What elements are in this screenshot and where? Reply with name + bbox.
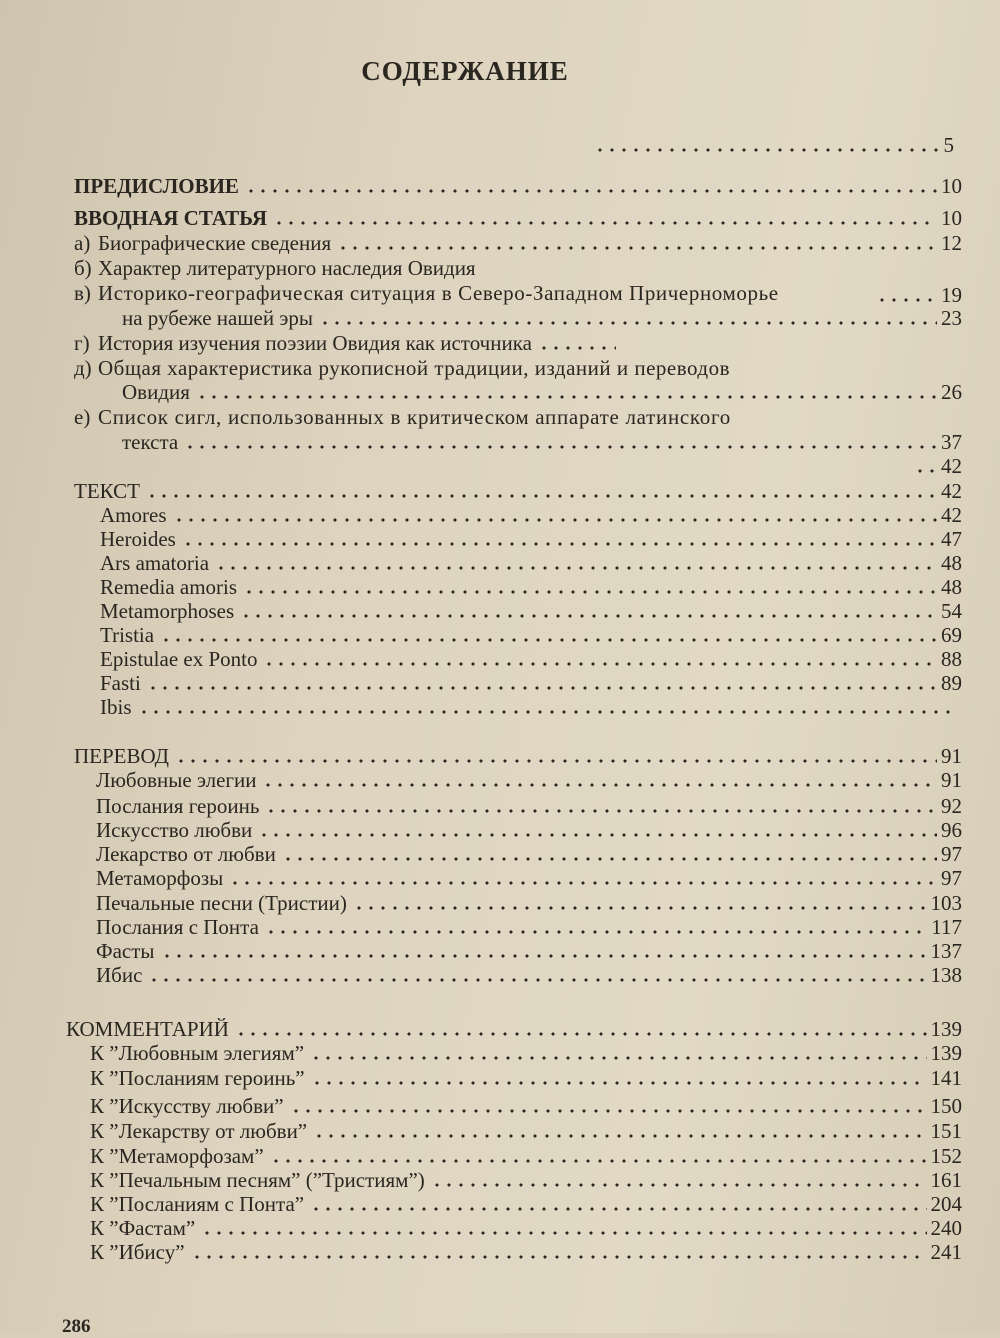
toc-row	[870, 283, 962, 307]
leader-dots	[243, 590, 937, 594]
toc-row	[96, 963, 962, 987]
leader-dots	[282, 857, 937, 861]
item-prefix: д)	[74, 356, 92, 380]
toc-page-number: 103	[930, 891, 962, 915]
leader-dots	[594, 148, 940, 152]
toc-row	[100, 551, 962, 575]
toc-item-label: К ”Посланиям героинь”	[90, 1066, 305, 1090]
toc-item-label: Metamorphoses	[100, 599, 235, 623]
toc-row-commentary	[66, 1017, 962, 1041]
toc-item-label: Фасты	[96, 939, 155, 963]
leader-dots	[148, 978, 926, 982]
toc-row	[90, 1094, 962, 1118]
toc-item-label: К ”Лекарству от любви”	[90, 1119, 308, 1143]
toc-item-label: Общая характеристика рукописной традиции, изданий и переводов	[98, 356, 731, 380]
toc-item-label: Печальные песни (Тристии)	[96, 891, 347, 915]
leader-dots	[319, 321, 937, 325]
toc-row	[90, 1041, 962, 1065]
leader-dots	[273, 221, 937, 225]
toc-item-label: Послания героинь	[96, 794, 260, 818]
leader-dots	[235, 1032, 927, 1036]
leader-dots	[173, 518, 938, 522]
toc-row	[100, 647, 962, 671]
toc-item-label: Tristia	[100, 623, 155, 647]
toc-page-number: 69	[941, 623, 962, 647]
toc-page-number: 152	[930, 1144, 962, 1168]
toc-row	[90, 1216, 962, 1240]
page-title: СОДЕРЖАНИЕ	[361, 56, 569, 86]
toc-item-label: К ”Фастам”	[90, 1216, 196, 1240]
toc-item-label: Историко-географическая ситуация в Северо-Западном Причерноморье	[98, 281, 779, 305]
toc-row	[96, 842, 962, 866]
leader-dots	[431, 1183, 927, 1187]
toc-page-number: 139	[930, 1017, 962, 1041]
toc-page-number: 10	[941, 174, 962, 198]
leader-dots	[313, 1134, 926, 1138]
leader-dots	[263, 662, 937, 666]
toc-row	[96, 768, 962, 792]
toc-section-label: ВВОДНАЯ СТАТЬЯ	[74, 206, 268, 230]
toc-row	[96, 866, 962, 890]
toc-item-label: Характер литературного наследия Овидия	[98, 256, 476, 280]
toc-row	[90, 1144, 962, 1168]
toc-item-label: К ”Посланиям с Понта”	[90, 1192, 305, 1216]
item-prefix: г)	[74, 331, 90, 355]
toc-item-label: Amores	[100, 503, 167, 527]
toc-row	[96, 818, 962, 842]
toc-row-text	[74, 479, 962, 503]
toc-item-label: Метаморфозы	[96, 866, 224, 890]
leader-dots	[245, 189, 937, 193]
toc-page-number: 92	[941, 794, 962, 818]
toc-page-number: 141	[930, 1066, 962, 1090]
toc-row	[74, 454, 962, 478]
leader-dots	[196, 395, 937, 399]
leader-dots	[161, 954, 927, 958]
toc-page-number: 42	[941, 479, 962, 503]
toc-item-label: К ”Ибису”	[90, 1240, 185, 1264]
toc-page-number: 48	[941, 551, 962, 575]
toc-page-number: 240	[930, 1216, 962, 1240]
toc-item-label: Heroides	[100, 527, 176, 551]
toc-row	[74, 231, 962, 255]
leader-dots	[240, 614, 937, 618]
toc-row-continued	[122, 306, 962, 330]
toc-row	[90, 1168, 962, 1192]
toc-row	[74, 133, 954, 157]
toc-page-number: 161	[930, 1168, 962, 1192]
toc-row-continued	[122, 430, 962, 454]
toc-item-label-continued: Овидия	[122, 380, 190, 404]
toc-item-label: История изучения поэзии Овидия как источника	[98, 331, 532, 355]
leader-dots	[191, 1255, 927, 1259]
toc-row	[90, 1192, 962, 1216]
toc-row	[100, 695, 962, 719]
toc-row	[96, 794, 962, 818]
toc-row	[96, 939, 962, 963]
toc-page-number: 48	[941, 575, 962, 599]
toc-row-continued	[122, 380, 962, 404]
toc-row	[100, 623, 962, 647]
toc-page-number: 117	[931, 915, 962, 939]
toc-page-number: 10	[941, 206, 962, 230]
toc-page-number: 97	[941, 866, 962, 890]
leader-dots	[353, 906, 927, 910]
leader-dots	[146, 494, 937, 498]
toc-page-number: 88	[941, 647, 962, 671]
leader-dots	[182, 542, 937, 546]
leader-dots	[290, 1109, 927, 1113]
leader-dots	[258, 833, 937, 837]
toc-item-label: Список сигл, использованных в критическом аппарате латинского	[98, 405, 731, 429]
toc-page-number: 91	[941, 744, 962, 768]
item-prefix: в)	[74, 281, 91, 305]
leader-dots	[229, 881, 937, 885]
toc-page-number: 89	[941, 671, 962, 695]
leader-dots	[265, 930, 927, 934]
toc-page-number: 23	[941, 306, 962, 330]
toc-item-label: К ”Метаморфозам”	[90, 1144, 264, 1168]
toc-row	[74, 281, 930, 305]
toc-item-label-continued: на рубеже нашей эры	[122, 306, 313, 330]
toc-row	[96, 915, 962, 939]
toc-page-number: 54	[941, 599, 962, 623]
leader-dots	[160, 638, 937, 642]
toc-row-preface	[74, 174, 962, 198]
toc-item-label: Ars amatoria	[100, 551, 210, 575]
toc-page-number: 5	[943, 133, 954, 157]
toc-section-label: КОММЕНТАРИЙ	[66, 1017, 229, 1041]
toc-item-label: Remedia amoris	[100, 575, 238, 599]
leader-dots	[538, 346, 616, 350]
toc-row	[96, 891, 962, 915]
leader-dots	[310, 1056, 926, 1060]
toc-section-label: ПЕРЕВОД	[74, 744, 169, 768]
item-prefix: а)	[74, 231, 91, 255]
leader-dots	[337, 246, 937, 250]
toc-page-number: 42	[941, 454, 962, 478]
toc-item-label: К ”Печальным песням” (”Тристиям”)	[90, 1168, 425, 1192]
toc-item-label: К ”Любовным элегиям”	[90, 1041, 305, 1065]
toc-page-number: 138	[930, 963, 962, 987]
toc-item-label: К ”Искусству любви”	[90, 1094, 284, 1118]
leader-dots	[876, 298, 937, 302]
toc-row	[74, 256, 602, 280]
toc-row	[100, 575, 962, 599]
toc-page-number: 150	[930, 1094, 962, 1118]
toc-item-label-continued: текста	[122, 430, 179, 454]
toc-row	[74, 331, 620, 355]
toc-row	[100, 599, 962, 623]
toc-item-label: Послания с Понта	[96, 915, 259, 939]
toc-page-number: 12	[941, 231, 962, 255]
item-prefix: е)	[74, 405, 91, 429]
toc-row	[90, 1066, 962, 1090]
toc-page-number: 19	[941, 283, 962, 307]
toc-item-label: Лекарство от любви	[96, 842, 276, 866]
toc-item-label: Биографические сведения	[98, 231, 332, 255]
toc-page-number: 26	[941, 380, 962, 404]
toc-page-number: 97	[941, 842, 962, 866]
toc-page-number: 96	[941, 818, 962, 842]
leader-dots	[138, 710, 959, 714]
toc-item-label: Epistulae ex Ponto	[100, 647, 258, 671]
toc-page-number: 47	[941, 527, 962, 551]
leader-dots	[310, 1207, 926, 1211]
toc-page-number: 91	[941, 768, 962, 792]
leader-dots	[175, 759, 937, 763]
toc-section-label: ТЕКСТ	[74, 479, 140, 503]
leader-dots	[914, 469, 937, 473]
toc-row	[90, 1119, 962, 1143]
toc-item-label: Любовные элегии	[96, 768, 257, 792]
leader-dots	[262, 783, 937, 787]
toc-page-number: 204	[930, 1192, 962, 1216]
toc-row	[74, 405, 896, 429]
item-prefix: б)	[74, 256, 92, 280]
toc-item-label: Ибис	[96, 963, 143, 987]
toc-page-number: 151	[930, 1119, 962, 1143]
leader-dots	[215, 566, 937, 570]
toc-item-label: Fasti	[100, 671, 141, 695]
leader-dots	[184, 445, 937, 449]
leader-dots	[201, 1231, 926, 1235]
toc-page-number: 137	[930, 939, 962, 963]
leader-dots	[311, 1081, 927, 1085]
toc-item-label: Ibis	[100, 695, 132, 719]
toc-page-number: 241	[930, 1240, 962, 1264]
toc-row-translation	[74, 744, 962, 768]
leader-dots	[265, 809, 937, 813]
toc-section-label: ПРЕДИСЛОВИЕ	[74, 174, 239, 198]
toc-row-intro	[74, 206, 962, 230]
toc-row	[74, 356, 928, 380]
toc-page-number: 139	[930, 1041, 962, 1065]
toc-row	[100, 527, 962, 551]
leader-dots	[270, 1159, 927, 1163]
leader-dots	[147, 686, 937, 690]
toc-row	[100, 503, 962, 527]
footer-page-number: 286	[62, 1316, 91, 1337]
toc-row	[90, 1240, 962, 1264]
toc-page-number: 42	[941, 503, 962, 527]
toc-page-number: 37	[941, 430, 962, 454]
toc-row	[100, 671, 962, 695]
toc-item-label: Искусство любви	[96, 818, 253, 842]
